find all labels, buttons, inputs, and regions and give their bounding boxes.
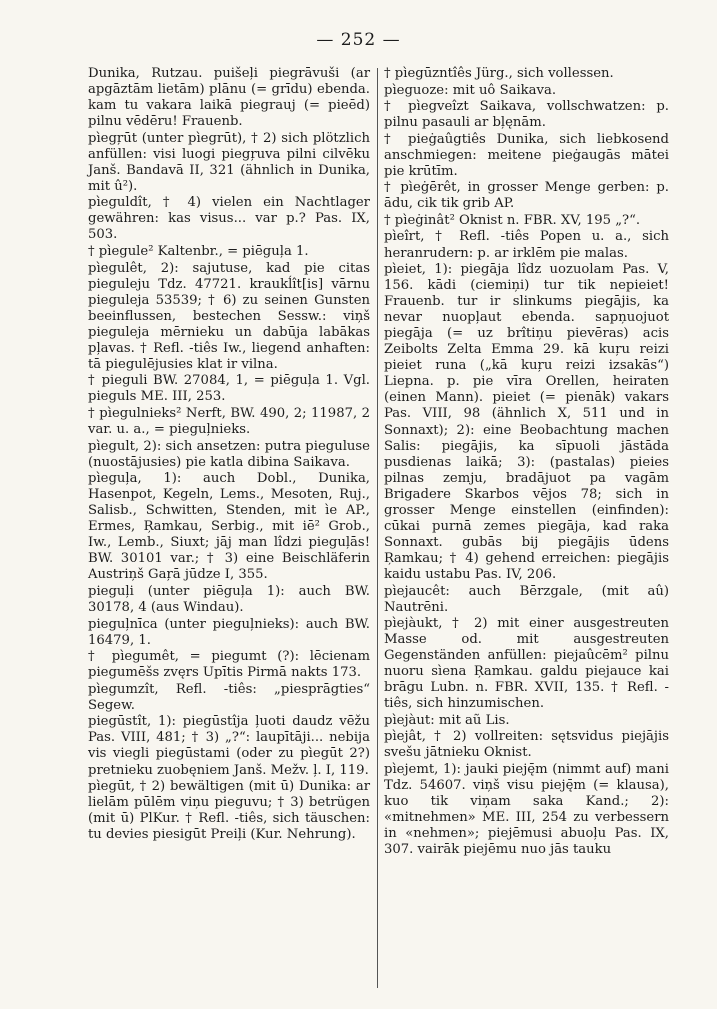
dictionary-entry xyxy=(88,649,370,681)
dictionary-entry xyxy=(384,99,669,131)
dictionary-entry xyxy=(384,66,669,82)
entry-text: pìeguldît, † 4) vielen ein Nachtlager gewähren: kas visus... var p.? Pas. IX, 503. xyxy=(88,195,370,243)
dictionary-entry xyxy=(88,714,370,778)
dictionary-entry xyxy=(88,779,370,843)
dictionary-entry xyxy=(88,66,370,130)
entry-text: † pìeġērêt, in grosser Menge gerben: p. ādu, cik tik grib AP. xyxy=(384,180,669,212)
dictionary-entry xyxy=(88,471,370,583)
entry-text: Dunika, Rutzau. puišeļi piegrāvuši (ar apgāztām lietām) plānu (= grīdu) ebenda. kam tu vakara laikā piegrauj (= pieēd) pilnu vēdēru! Frauenb. xyxy=(88,66,370,130)
page-number: — 252 — xyxy=(316,30,401,50)
column-divider xyxy=(377,68,378,988)
entry-text: pìegumzît, Refl. -tiês: „piesprāgties“ Segew. xyxy=(88,681,370,713)
dictionary-entry xyxy=(88,617,370,649)
dictionary-entry xyxy=(88,439,370,471)
entry-text: pìegŗūt (unter pìegrūt), † 2) sich plötzlich anfüllen: visi luogi piegŗuva pilni cilvēku Janš. Bandavā II, 321 (ähnlich in Dunika, mit û²). xyxy=(88,130,370,194)
dictionary-entry xyxy=(384,584,669,616)
entry-text: † pìegule² Kaltenbr., = piēguļa 1. xyxy=(88,244,309,260)
entry-text: † pieġaûgtiês Dunika, sich liebkosend anschmiegen: meitene pieġaugās mātei pie krūtīm. xyxy=(384,131,669,179)
entry-text: pieguļi (unter piēguļa 1): auch BW. 30178, 4 (aus Windau). xyxy=(88,584,370,616)
entry-text: † pieguli BW. 27084, 1, = piēguļa 1. Vgl. pieguls ME. III, 253. xyxy=(88,373,370,405)
dictionary-entry xyxy=(384,229,669,261)
entry-text: pìegulêt, 2): sajutuse, kad pie citas pieguleju Tdz. 47721. kraukĺît[is] vārnu pieguleja 53539; † 6) zu seinen Gunsten beeinflussen, bestechen Sessw.: viņš pieguleja mērnieku un dabūja labākas pļavas. † Refl. -tiês Iw., liegend anhaften: tā piegulējusies klat ir vilna. xyxy=(88,260,370,372)
entry-text: piegūstît, 1): piegūstîja ļuoti daudz vēžu Pas. VIII, 481; † 3) „?“: laupītāji... nebija vis viegli piegūstami (oder zu pìegūt 2?) pretnieku zuobęniem Janš. Mežv. ļ. I, 119. xyxy=(88,714,370,778)
entry-text: pìejàukt, † 2) mit einer ausgestreuten Masse od. mit ausgestreuten Gegenständen anfüllen: piejaûcēm² pilnu nuoru sìena Ŗamkau. galdu piejauce kai brāgu Lubn. n. FBR. XVII, 135. † Refl. -tiês, sich hinzumischen. xyxy=(384,616,669,712)
entry-text: pìejàut: mit aũ Lis. xyxy=(384,712,510,728)
entry-text: † pìegūzntîês Jürg., sich vollessen. xyxy=(384,66,614,81)
dictionary-entry xyxy=(384,713,669,729)
entry-text: pìegūt, † 2) bewältigen (mit ū) Dunika: ar lielām pūlēm viņu pieguvu; † 3) betrügen (mit ū) PlKur. † Refl. -tiês, sich täuschen: tu devies piesigūt Preiļi (Kur. Nehrung). xyxy=(88,779,370,843)
entry-text: pìeîrt, † Refl. -tiês Popen u. a., sich heranrudern: p. ar irklēm pie malas. xyxy=(384,229,669,261)
entry-text: † pìegveîzt Saikava, vollschwatzen: p. pilnu pasauli ar bļęnām. xyxy=(384,99,669,131)
entry-text: † pìegulnieks² Nerft, BW. 490, 2; 11987, 2 var. u. a., = pieguļnieks. xyxy=(88,405,370,438)
entry-text: pìejemt, 1): jauki pieję̄m (nimmt auf) mani Tdz. 54607. viņš visu pieję̄m (= klausa), kuo tik viņam saka Kand.; 2): «mitnehmen» ME. III, 254 zu verbessern in «nehmen»; piejēmusi abuoļu Pas. IX, 307. vairāk piejēmu nuo jās tauku xyxy=(384,762,669,858)
entry-text: pìeguoze: mit uô Saikava. xyxy=(384,82,557,98)
dictionary-entry xyxy=(88,406,370,438)
dictionary-entry xyxy=(384,729,669,761)
right-column xyxy=(384,66,669,859)
entry-text: pìeiet, 1): piegāja lîdz uozuolam Pas. V, 156. kādi (ciemiņi) tur tik nepieiet! Frauenb. tur ir slinkums piegājis, ka nevar nuopļaut ebenda. sapņuojuot piegāja (= uz brîtiņu pievēras) acis Zeibolts Zelta Emma 29. kā kuŗu reizi pieiet runa („kā kuŗu reizi izsakās“) Liepna. p. pie vīra Orellen, heiraten (einen Mann). pieiet (= pienāk) vakars Pas. VIII, 98 (ähnlich X, 511 und in Sonnaxt); 2): eine Beobachtung machen Salis: piegājis, ka sīpuoli jāstāda pusdienas laikā; 3): (pastalas) pieies pilnas zemju, bradājuot pa vagām Brigadere Skarbos vējos 78; sich in grosser Menge einstellen (einfinden): cūkai purnā zemes piegāja, kad raka Sonnaxt. gubās bij piegājis ūdens Ŗamkau; † 4) gehend erreichen: piegājis kaidu ustabu Pas. IV, 206. xyxy=(384,262,669,582)
dictionary-entry xyxy=(88,195,370,243)
dictionary-entry xyxy=(88,682,370,714)
dictionary-entry xyxy=(384,132,669,180)
dictionary-entry xyxy=(384,262,669,583)
dictionary-entry xyxy=(88,373,370,405)
entry-text: † pìeġinât² Oknist n. FBR. XV, 195 „?“. xyxy=(384,212,641,228)
entry-text: pìeguļa, 1): auch Dobl., Dunika, Hasenpot, Kegeln, Lems., Mesoten, Ruj., Salisb., Schwitten, Stenden, mit ìe AP., Ermes, Ŗamkau, Serbig., mit iē² Grob., Iw., Lemb., Siuxt; jāj man lîdzi pieguļās! BW. 30101 var.; † 3) eine Beischläferin Austriņš Gaŗā jūdze I, 355. xyxy=(88,471,370,583)
dictionary-entry xyxy=(88,584,370,616)
dictionary-entry xyxy=(384,762,669,858)
dictionary-entry xyxy=(88,244,370,260)
dictionary-entry xyxy=(88,131,370,195)
entry-text: pìejât, † 2) vollreiten: sętsvidus piejājis svešu jātnieku Oknist. xyxy=(384,729,669,761)
entry-text: pieguļnīca (unter pieguļnieks): auch BW. 16479, 1. xyxy=(88,616,370,648)
dictionary-entry xyxy=(88,261,370,373)
dictionary-entry xyxy=(384,180,669,212)
dictionary-entry xyxy=(384,213,669,229)
dictionary-entry xyxy=(384,616,669,712)
entry-text: pìegult, 2): sich ansetzen: putra pieguluse (nuostājusies) pie katla dibina Saikava. xyxy=(88,438,370,470)
dictionary-entry xyxy=(384,83,669,99)
entry-text: † pìegumêt, = piegumt (?): lēcienam piegumēšs zvęrs Upītis Pirmā nakts 173. xyxy=(88,649,370,681)
entry-text: pìejaucêt: auch Bērzgale, (mit aû) Nautrēni. xyxy=(384,583,669,615)
left-column xyxy=(88,66,370,844)
